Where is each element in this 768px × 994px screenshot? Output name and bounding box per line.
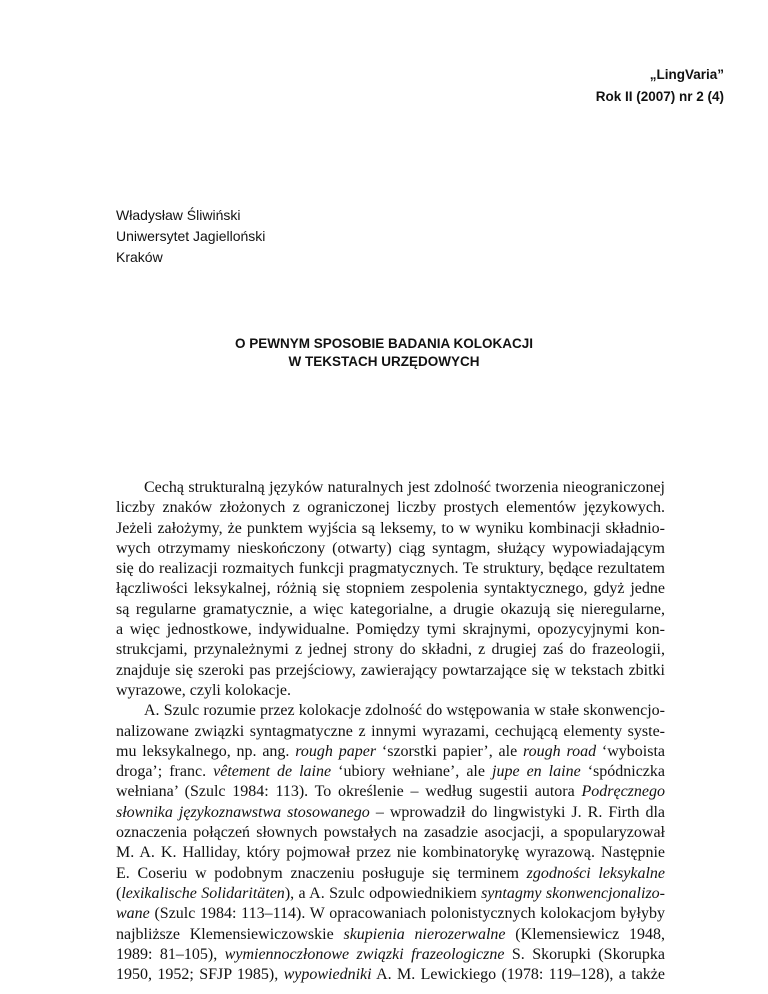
text-line: słownika językoznawstwa stosowanego – wprowadził do lingwistyki J. R. Firth dla (116, 803, 666, 821)
text-line: Jeżeli założymy, że punktem wyjścia są leksemy, to w wyniku kombinacji składnio- (116, 519, 665, 537)
text-line: E. Coseriu w podobnym znaczeniu posługuje się terminem zgodności leksykalne (116, 864, 665, 882)
author-block (116, 205, 265, 268)
text-line: oznaczenia połączeń słownych powstałych na zasadzie asocjacji, a spopularyzował (116, 824, 665, 842)
term: skupienia nierozerwalne (343, 925, 506, 943)
text-line: znajduje się szeroki pas przejściowy, zawierający powtarzające się w tekstach zbitki (116, 661, 665, 679)
paragraph-2 (116, 701, 665, 985)
text-line: wełniana’ (Szulc 1984: 113). To określenie – według sugestii autora Podręcznego (116, 783, 665, 801)
text-line: strukcjami, przynależnymi z jednej strony do składni, z drugiej zaś do frazeologii, (116, 641, 665, 659)
text-line: M. A. K. Halliday, który pojmował przez nie kombinatorykę wyrazową. Następnie (116, 844, 665, 862)
example-term: rough paper (295, 742, 377, 760)
text-line: Cechą strukturalną języków naturalnych jest zdolność tworzenia nieograniczonej (144, 479, 665, 496)
term: wane (116, 905, 150, 923)
term: wymiennoczłonowe związki frazeologiczne (224, 945, 505, 963)
author-city: Kraków (116, 249, 163, 265)
text-line: mu leksykalnego, np. ang. rough paper ‘szorstki papier’, ale rough road ‘wyboista (116, 742, 666, 760)
term: lexikalische Solidaritäten (121, 884, 285, 902)
text-line: wych otrzymamy nieskończony (otwarty) ciąg syntagm, służący wypowiadającym (116, 539, 665, 557)
author-name: Władysław Śliwiński (116, 207, 241, 223)
cited-title: Podręcznego (581, 783, 665, 801)
text-line: 1989: 81–105), wymiennoczłonowe związki frazeologiczne S. Skorupki (Skorupka (116, 945, 666, 963)
term: zgodności leksykalne (526, 864, 665, 882)
article-title (0, 335, 768, 371)
example-term: jupe en laine (492, 763, 581, 781)
text-line: wyrazowe, czyli kolokacje. (116, 681, 292, 699)
text-line: łączliwości leksykalnej, różnią się stopniem zespolenia syntaktycznego, gdyż jedne (116, 580, 665, 598)
text-line: (lexikalische Solidaritäten), a A. Szulc odpowiednikiem syntagmy skonwencjonalizo- (116, 884, 665, 902)
title-line-2: W TEKSTACH URZĘDOWYCH (288, 354, 480, 369)
article-body (116, 478, 665, 985)
term: wypowiedniki (283, 966, 372, 984)
author-affiliation: Uniwersytet Jagielloński (116, 228, 266, 244)
text-line: wane (Szulc 1984: 113–114). W opracowaniach polonistycznych kolokacjom byłyby (116, 905, 665, 923)
paragraph-1 (116, 478, 665, 701)
text-line: najbliższe Klemensiewiczowskie skupienia nierozerwalne (Klemensiewicz 1948, (116, 925, 666, 943)
text-line: liczby znaków złożonych z ograniczonej liczby prostych elementów językowych. (116, 499, 665, 517)
cited-title: słownika językoznawstwa stosowanego (116, 803, 370, 821)
journal-name: „LingVaria” (649, 67, 724, 82)
text-line: A. Szulc rozumie przez kolokacje zdolność do wstępowania w stałe skonwencjo- (144, 702, 665, 720)
text-line: nalizowane związki syntagmatyczne z innymi wyrazami, cechującą elementy syste- (116, 722, 665, 740)
title-line-1: O PEWNYM SPOSOBIE BADANIA KOLOKACJI (234, 336, 534, 351)
example-term: vêtement de laine (213, 763, 332, 781)
text-line: a więc jednostkowe, indywidualne. Pomiędzy tymi skrajnymi, opozycyjnymi kon- (116, 621, 665, 639)
text-line: 1950, 1952; SFJP 1985), wypowiedniki A. M. Lewickiego (1978: 119–128), a także (116, 966, 665, 984)
journal-header (596, 64, 724, 108)
example-term: rough road (523, 742, 597, 760)
journal-issue: Rok II (2007) nr 2 (4) (595, 89, 724, 104)
text-line: się do realizacji rozmaitych funkcji pragmatycznych. Te struktury, będące rezultatem (116, 560, 665, 578)
term: syntagmy skonwencjonalizo- (481, 884, 665, 902)
text-line: droga’; franc. vêtement de laine ‘ubiory wełniane’, ale jupe en laine ‘spódniczka (116, 763, 666, 781)
text-line: są regularne gramatycznie, a więc kategorialne, a drugie okazują się nieregularne, (116, 600, 665, 618)
